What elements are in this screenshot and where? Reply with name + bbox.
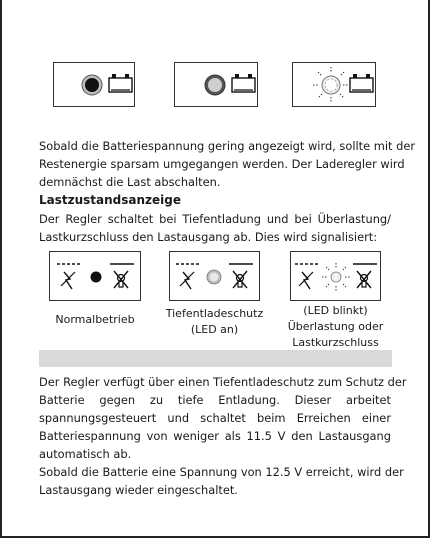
led-light-icon — [205, 75, 225, 95]
body-line: Batteriespannung von weniger als 11.5 V den Lastausgang — [39, 429, 391, 443]
led-on-icon — [207, 270, 221, 284]
load-status-panel-fault — [290, 251, 381, 301]
intro-paragraph-end — [39, 173, 391, 191]
body-line: spannungsgesteuert und schaltet beim Erreichen einer — [39, 411, 391, 425]
battery-icon — [232, 74, 255, 92]
battery-status-panel-blinking — [292, 62, 376, 107]
intro-line: Restenergie sparsam umgegangen werden. Der Laderegler wird — [39, 157, 405, 171]
body-line: Lastausgang wieder eingeschaltet. — [39, 483, 238, 497]
load-status-panel-protection — [169, 251, 260, 301]
lightning-icon — [295, 264, 318, 289]
body-line: Batterie gegen zu tiefe Entladung. Dieser arbeitet — [39, 393, 391, 407]
body-line: Der Regler verfügt über einen Tiefentladeschutz zum Schutz der — [39, 375, 407, 389]
lamp-off-icon — [110, 264, 134, 288]
caption-protection: Tiefentladeschutz (LED an) — [165, 307, 264, 336]
led-solid-icon — [91, 272, 102, 283]
body-paragraph-2-end — [39, 481, 391, 499]
battery-status-panel-dark — [53, 62, 135, 107]
lightning-icon — [57, 264, 80, 289]
battery-icon — [109, 74, 132, 92]
caption-normal: Normalbetrieb — [55, 313, 135, 326]
led-blinking-icon — [313, 67, 349, 103]
load-status-panel-normal — [49, 251, 141, 301]
led-dark-icon — [82, 75, 102, 95]
section-heading: Lastzustandsanzeige — [39, 193, 182, 207]
section-intro-line-1: Der Regler schaltet bei Tiefentladung und bei Überlastung/ — [39, 212, 391, 226]
lightning-icon — [176, 264, 199, 289]
lamp-off-icon — [229, 264, 253, 288]
intro-paragraph — [39, 137, 416, 173]
led-blinking-icon — [322, 263, 350, 291]
intro-line: demnächst die Last abschalten. — [39, 175, 221, 189]
section-bar — [39, 350, 392, 367]
lamp-off-icon — [353, 264, 377, 288]
section-intro-line-2: Lastkurzschluss den Lastausgang ab. Dies wird signalisiert: — [39, 230, 378, 244]
battery-status-panel-light — [174, 62, 258, 107]
body-paragraph-2 — [39, 463, 404, 481]
intro-line: Sobald die Batteriespannung gering angezeigt wird, sollte mit der — [39, 139, 416, 153]
body-line: automatisch ab. — [39, 447, 132, 461]
caption-fault: (LED blinkt) Überlastung oder Lastkurzschluss — [287, 304, 384, 349]
page-frame-left — [0, 0, 2, 538]
body-paragraph-end — [39, 445, 391, 463]
body-paragraph — [39, 373, 407, 445]
body-line: Sobald die Batterie eine Spannung von 12.5 V erreicht, wird der — [39, 465, 404, 479]
battery-icon — [350, 74, 373, 92]
